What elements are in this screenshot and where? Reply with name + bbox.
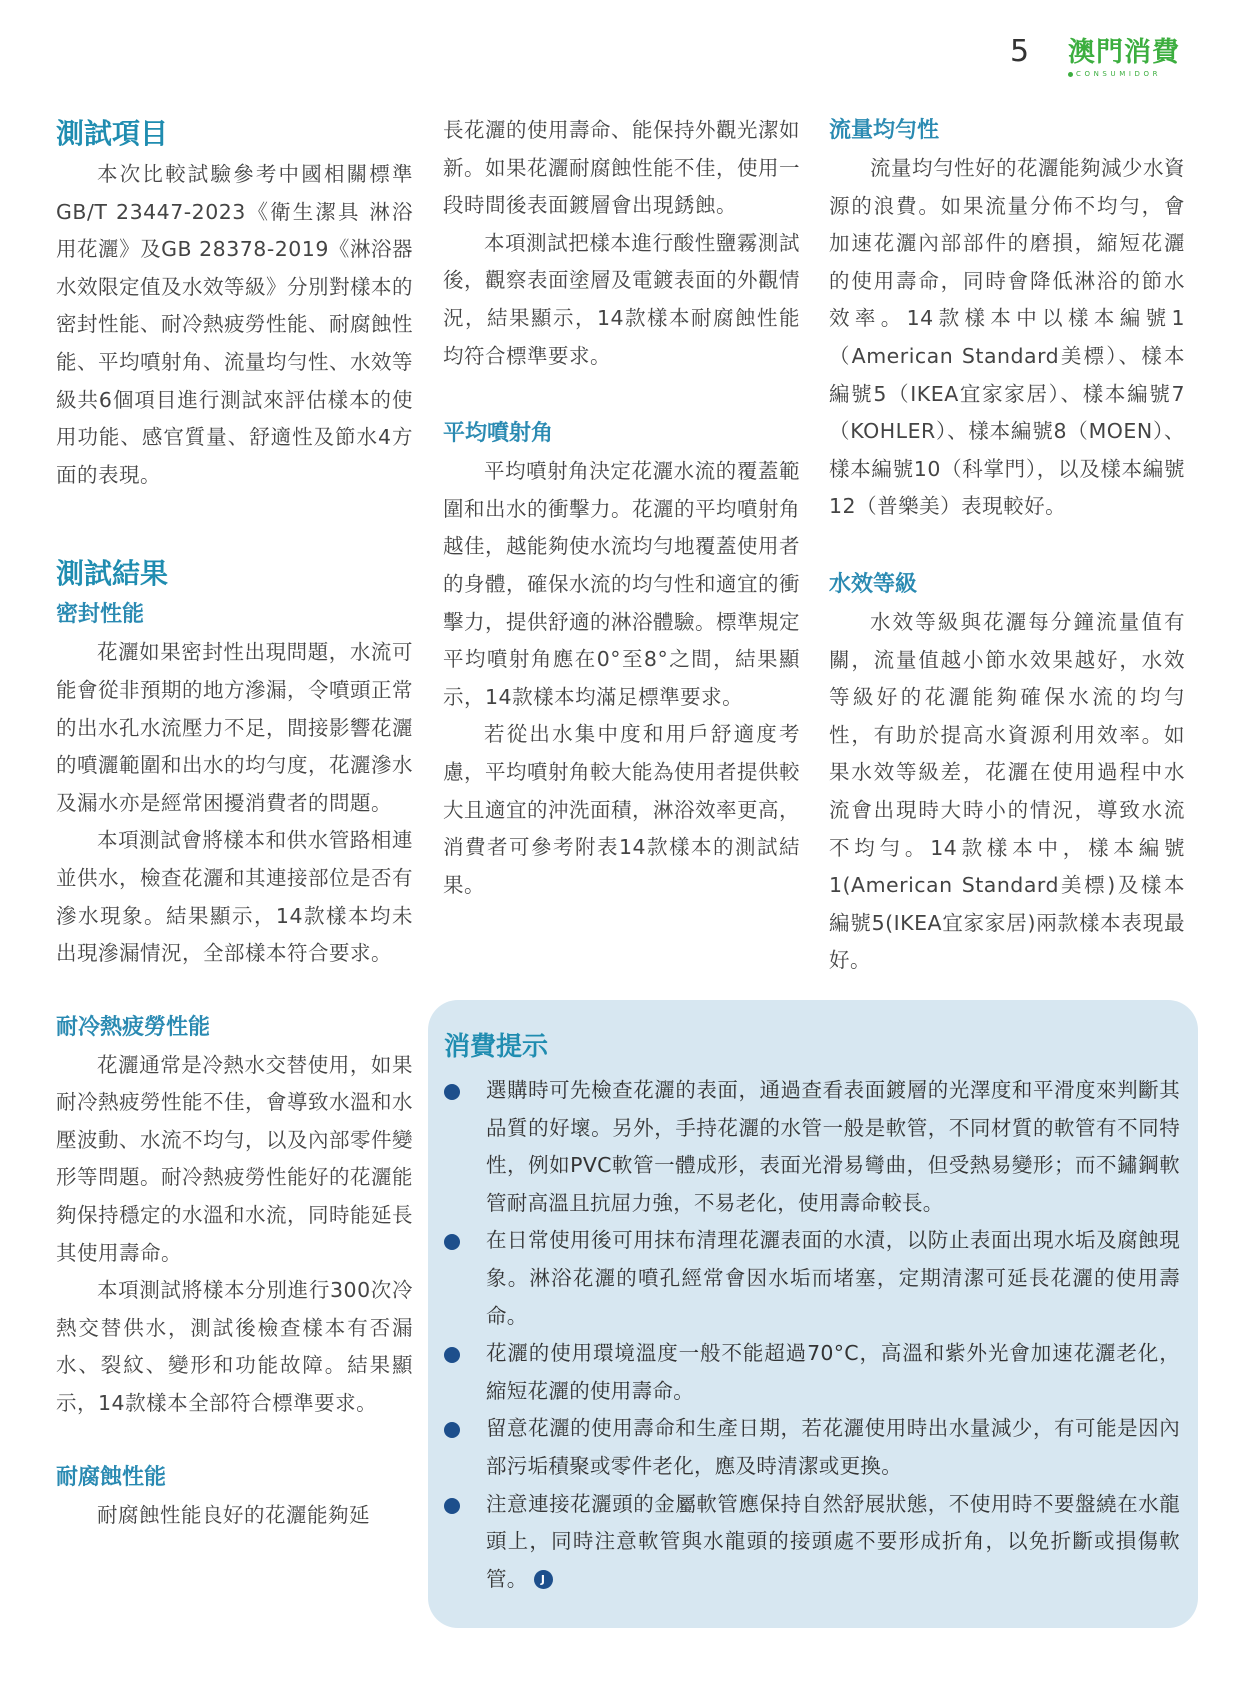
column-1 xyxy=(56,112,413,1534)
article-end-icon: J xyxy=(534,1570,553,1589)
logo-sub-text: CONSUMIDOR xyxy=(1076,70,1162,78)
bullet-icon xyxy=(444,1347,460,1363)
column-3 xyxy=(829,112,1185,980)
spray-angle-paragraph-1: 平均噴射角決定花灑水流的覆蓋範圍和出水的衝擊力。花灑的平均噴射角越佳，越能夠使水流均勻地覆蓋使用者的身體，確保水流的均勻性和適宜的衝擊力，提供舒適的淋浴體驗。標準規定平均噴射角應在0°至8°之間，結果顯示，14款樣本均滿足標準要求。 xyxy=(443,459,800,709)
thermal-paragraph-2: 本項測試將樣本分別進行300次冷熱交替供水，測試後檢查樣本有否漏水、裂紋、變形和功能故障。結果顯示，14款樣本全部符合標準要求。 xyxy=(56,1278,413,1416)
bullet-icon xyxy=(444,1422,460,1438)
thermal-paragraph-1: 花灑通常是冷熱水交替使用，如果耐冷熱疲勞性能不佳，會導致水溫和水壓波動、水流不均勻，以及內部零件變形等問題。耐冷熱疲勞性能好的花灑能夠保持穩定的水溫和水流，同時能延長其使用壽命。 xyxy=(56,1052,413,1265)
corrosion-paragraph-start: 耐腐蝕性能良好的花灑能夠延 xyxy=(97,1502,370,1527)
tip-text: 選購時可先檢查花灑的表面，通過查看表面鍍層的光澤度和平滑度來判斷其品質的好壞。另外，手持花灑的水管一般是軟管，不同材質的軟管有不同特性，例如PVC軟管一體成形，表面光滑易彎曲，但受熱易變形；而不鏽鋼軟管耐高溫且抗屈力強，不易老化，使用壽命較長。 xyxy=(486,1078,1180,1215)
tip-text: 花灑的使用環境溫度一般不能超過70°C，高溫和紫外光會加速花灑老化，縮短花灑的使用壽命。 xyxy=(486,1341,1180,1403)
bullet-icon xyxy=(444,1084,460,1100)
tip-item xyxy=(444,1410,1180,1485)
thermal-heading: 耐冷熱疲勞性能 xyxy=(56,1014,211,1040)
bullet-icon xyxy=(444,1234,460,1250)
spray-angle-heading: 平均噴射角 xyxy=(443,421,554,447)
flow-uniformity-paragraph: 流量均勻性好的花灑能夠減少水資源的浪費。如果流量分佈不均勻，會加速花灑內部部件的磨損，縮短花灑的使用壽命，同時會降低淋浴的節水效率。14款樣本中以樣本編號1（American Standard美標）、樣本編號5（IKEA宜家家居）、樣本編號7（KOHLER）、樣本編號8（MOEN）、樣本編號10（科掌門），以及樣本編號12（普樂美）表現較好。 xyxy=(829,156,1185,519)
test-items-heading: 測試項目 xyxy=(56,117,169,150)
tip-text: 留意花灑的使用壽命和生產日期，若花灑使用時出水量減少，有可能是因內部污垢積聚或零件老化，應及時清潔或更換。 xyxy=(486,1416,1180,1478)
test-items-paragraph: 本次比較試驗參考中國相關標準GB/T 23447-2023《衛生潔具 淋浴用花灑》及GB 28378-2019《淋浴器水效限定值及水效等級》分別對樣本的密封性能、耐冷熱疲勞性能、耐腐蝕性能、平均噴射角、流量均勻性、水效等級共6個項目進行測試來評估樣本的使用功能、感官質量、舒適性及節水4方面的表現。 xyxy=(56,162,413,487)
publication-logo xyxy=(1068,30,1198,78)
tip-text: 注意連接花灑頭的金屬軟管應保持自然舒展狀態，不使用時不要盤繞在水龍頭上，同時注意軟管與水龍頭的接頭處不要形成折角，以免折斷或損傷軟管。 xyxy=(486,1491,1180,1591)
consumer-tips-heading: 消費提示 xyxy=(444,1032,549,1062)
tip-text: 在日常使用後可用抹布清理花灑表面的水漬，以防止表面出現水垢及腐蝕現象。淋浴花灑的噴孔經常會因水垢而堵塞，定期清潔可延長花灑的使用壽命。 xyxy=(486,1228,1180,1328)
tip-item xyxy=(444,1222,1180,1335)
tip-item xyxy=(444,1335,1180,1410)
page-number: 5 xyxy=(1010,34,1030,69)
tip-item xyxy=(444,1072,1180,1222)
spray-angle-paragraph-2: 若從出水集中度和用戶舒適度考慮，平均噴射角較大能為使用者提供較大且適宜的沖洗面積，淋浴效率更高，消費者可參考附表14款樣本的測試結果。 xyxy=(443,722,800,897)
logo-main-text: 澳門消費 xyxy=(1068,37,1180,68)
consumer-tips-box xyxy=(428,1000,1198,1628)
sealing-heading: 密封性能 xyxy=(56,602,145,628)
sealing-paragraph-1: 花灑如果密封性出現問題，水流可能會從非預期的地方滲漏，令噴頭正常的出水孔水流壓力不足，間接影響花灑的噴灑範圍和出水的均勻度，花灑滲水及漏水亦是經常困擾消費者的問題。 xyxy=(56,640,413,815)
column-2 xyxy=(443,112,800,904)
corrosion-paragraph-continued: 長花灑的使用壽命、能保持外觀光潔如新。如果花灑耐腐蝕性能不佳，使用一段時間後表面鍍層會出現銹蝕。 xyxy=(443,118,800,218)
logo-dot-icon xyxy=(1068,72,1073,77)
water-efficiency-heading: 水效等級 xyxy=(829,571,918,597)
bullet-icon xyxy=(444,1498,460,1514)
water-efficiency-paragraph: 水效等級與花灑每分鐘流量值有關，流量值越小節水效果越好，水效等級好的花灑能夠確保水流的均勻性，有助於提高水資源利用效率。如果水效等級差，花灑在使用過程中水流會出現時大時小的情況，導致水流不均勻。14款樣本中，樣本編號1(American Standard美標)及樣本編號5(IKEA宜家家居)兩款樣本表現最好。 xyxy=(829,609,1185,973)
corrosion-heading: 耐腐蝕性能 xyxy=(56,1464,167,1490)
sealing-paragraph-2: 本項測試會將樣本和供水管路相連並供水，檢查花灑和其連接部位是否有滲水現象。結果顯示，14款樣本均未出現滲漏情況，全部樣本符合要求。 xyxy=(56,828,413,966)
tip-text-last xyxy=(486,1486,1180,1599)
corrosion-paragraph-2: 本項測試把樣本進行酸性鹽霧測試後，觀察表面塗層及電鍍表面的外觀情況，結果顯示，14款樣本耐腐蝕性能均符合標準要求。 xyxy=(443,230,800,368)
test-results-heading: 測試結果 xyxy=(56,557,169,591)
logo-sub xyxy=(1068,70,1198,78)
tip-item xyxy=(444,1486,1180,1599)
flow-uniformity-heading: 流量均勻性 xyxy=(829,118,940,143)
